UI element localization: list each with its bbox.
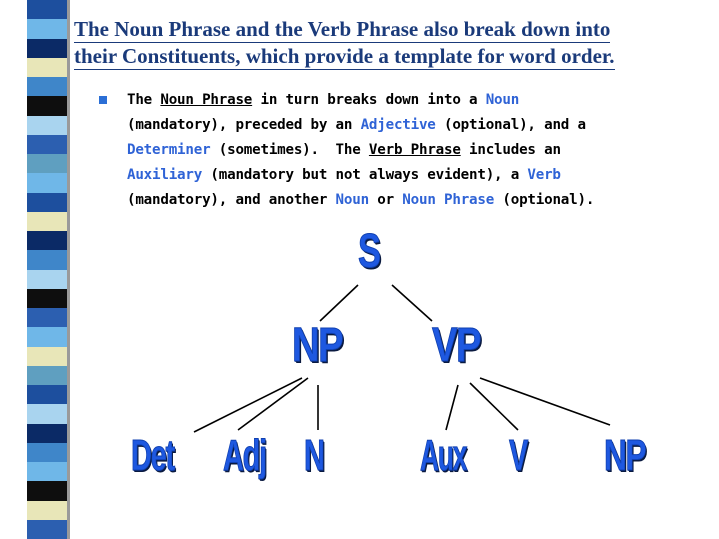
tree-node-aux: Aux [420, 431, 467, 480]
tree-node-s: S [358, 225, 380, 278]
text: (mandatory), preceded by an [127, 117, 361, 133]
tree-node-np: NP [292, 319, 343, 372]
tree-node-v: V [509, 431, 528, 480]
text: or [368, 192, 403, 208]
tree-node-np-object: NP [604, 431, 646, 480]
edge-vp-np [480, 378, 610, 425]
term-verb: Verb [527, 167, 561, 183]
text: (sometimes). The [210, 142, 369, 158]
title-line-2: their Constituents, which provide a template for word order. [74, 44, 615, 68]
term-auxiliary: Auxiliary [127, 167, 203, 183]
edge-s-vp [392, 285, 432, 321]
term-noun-phrase: Noun Phrase [402, 192, 495, 208]
edge-vp-aux [446, 385, 458, 430]
edge-s-np [320, 285, 358, 321]
text: (optional). [494, 192, 595, 208]
edge-vp-v [470, 383, 518, 430]
term-noun: Noun [335, 192, 369, 208]
text: (optional), and a [435, 117, 586, 133]
title-line-1: The Noun Phrase and the Verb Phrase also break down into [74, 17, 611, 41]
text: in turn breaks down into a [252, 92, 486, 108]
term-noun-phrase: Noun Phrase [160, 92, 253, 108]
tree-node-vp: VP [432, 319, 481, 372]
term-noun: Noun [485, 92, 520, 108]
term-verb-phrase: Verb Phrase [368, 142, 461, 158]
term-determiner: Determiner [127, 142, 211, 158]
term-adjective: Adjective [360, 117, 436, 133]
tree-node-det: Det [131, 431, 174, 480]
edge-np-det [194, 378, 302, 432]
tree-node-adj: Adj [223, 431, 266, 480]
text: (mandatory), and another [127, 192, 336, 208]
text: (mandatory but not always evident), a [202, 167, 528, 183]
tree-node-n: N [304, 431, 324, 480]
text: includes an [460, 142, 561, 158]
text: The [127, 92, 161, 108]
